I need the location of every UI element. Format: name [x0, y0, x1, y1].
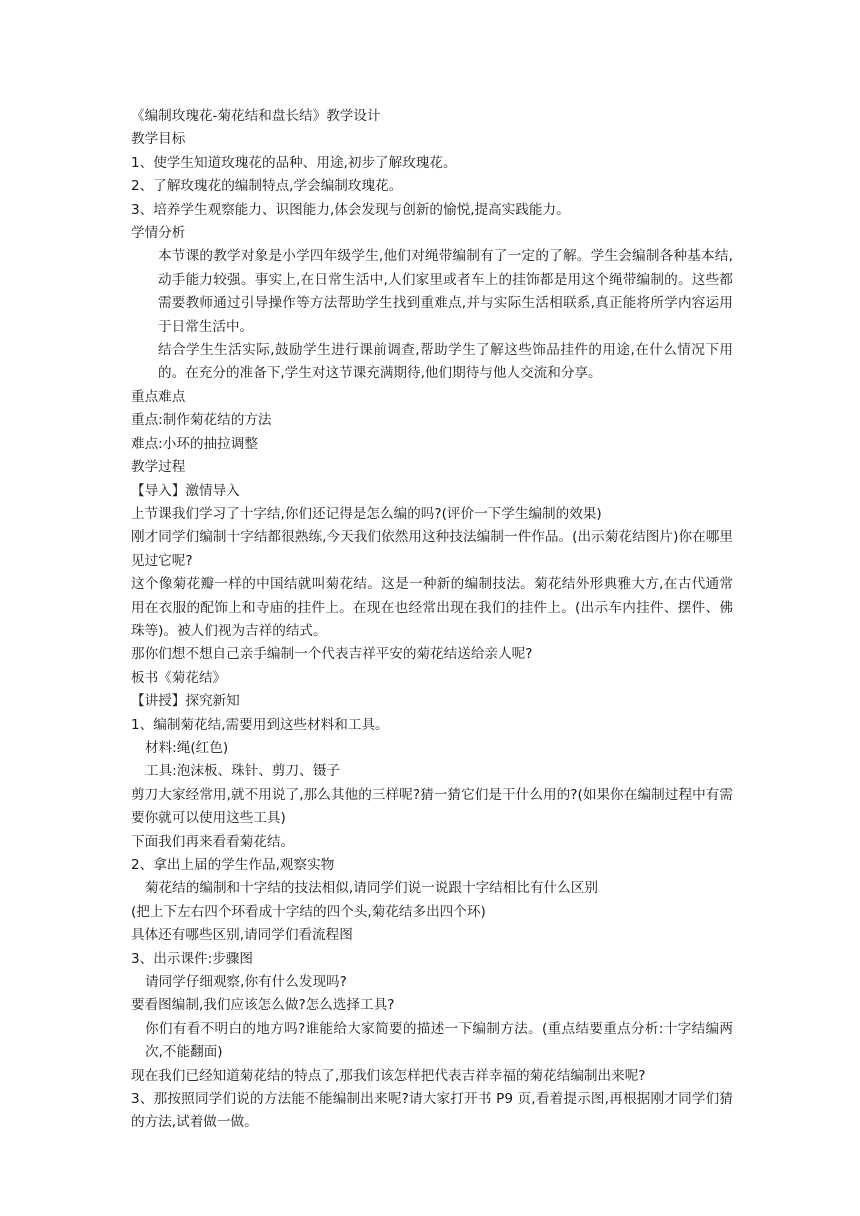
- paragraph: 2、拿出上届的学生作品,观察实物: [131, 857, 335, 873]
- materials-line: 材料:绳(红色): [145, 739, 229, 756]
- paragraph: 下面我们再来看看菊花结。: [131, 833, 295, 850]
- paragraph: 那你们想不想自己亲手编制一个代表吉祥平安的菊花结送给亲人呢?: [131, 646, 533, 663]
- subsection-heading-intro: 【导入】激情导入: [131, 482, 240, 499]
- paragraph: 上节课我们学习了十字结,你们还记得是怎么编的吗?(评价一下学生编制的效果): [131, 505, 602, 522]
- paragraph: 1、编制菊花结,需要用到这些材料和工具。: [131, 716, 389, 733]
- difficult-point: 难点:小环的抽拉调整: [131, 435, 258, 452]
- paragraph: 3、那按照同学们说的方法能不能编制出来呢?请大家打开书 P9 页,看着提示图,再根据刚才同学们猜的方法,试着做一做。: [131, 1091, 733, 1131]
- paragraph: 3、出示课件:步骤图: [131, 950, 253, 967]
- subsection-heading-teach: 【讲授】探究新知: [131, 693, 240, 710]
- goal-item: 3、培养学生观察能力、识图能力,体会发现与创新的愉悦,提高实践能力。: [131, 201, 570, 218]
- analysis-paragraph: 本节课的教学对象是小学四年级学生,他们对绳带编制有了一定的了解。学生会编制各种基本结,动手能力较强。事实上,在日常生活中,人们家里或者车上的挂饰都是用这个绳带编制的。这些都需要教师通过引导操作等方法帮助学生找到重难点,并与实际生活相联系,真正能将所学内容运用于日常生活中。: [158, 248, 733, 335]
- key-point: 重点:制作菊花结的方法: [131, 412, 272, 429]
- tools-line: 工具:泡沫板、珠针、剪刀、镊子: [145, 763, 340, 780]
- section-heading-goals: 教学目标: [131, 131, 186, 148]
- analysis-paragraph: 结合学生生活实际,鼓励学生进行课前调查,帮助学生了解这些饰品挂件的用途,在什么情况下用的。在充分的准备下,学生对这节课充满期待,他们期待与他人交流和分享。: [158, 342, 733, 382]
- paragraph: 要看图编制,我们应该怎么做?怎么选择工具?: [131, 997, 395, 1014]
- section-heading-process: 教学过程: [131, 459, 186, 476]
- paragraph: 具体还有哪些区别,请同学们看流程图: [131, 927, 353, 944]
- document-title: 《编制玫瑰花-菊花结和盘长结》教学设计: [131, 108, 381, 124]
- board-note: 板书《菊花结》: [131, 669, 227, 686]
- paragraph: 刚才同学们编制十字结都很熟练,今天我们依然用这种技法编制一件作品。(出示菊花结图片)你在哪里见过它呢?: [131, 529, 733, 569]
- paragraph: (把上下左右四个环看成十字结的四个头,菊花结多出四个环): [131, 903, 486, 920]
- paragraph: 请同学仔细观察,你有什么发现吗?: [145, 974, 347, 991]
- paragraph: 剪刀大家经常用,就不用说了,那么其他的三样呢?猜一猜它们是干什么用的?(如果你在编制过程中有需要你就可以使用这些工具): [131, 786, 733, 827]
- paragraph: 你们有看不明白的地方吗?谁能给大家简要的描述一下编制方法。(重点结要重点分析:十字结编两次,不能翻面): [145, 1020, 733, 1061]
- document-page: [131, 105, 733, 1135]
- paragraph: 这个像菊花瓣一样的中国结就叫菊花结。这是一种新的编制技法。菊花结外形典雅大方,在古代通常用在衣服的配饰上和寺庙的挂件上。在现在也经常出现在我们的挂件上。(出示车内挂件、摆件、佛珠等)。被人们视为吉祥的结式。: [131, 576, 733, 639]
- section-heading-keypoints: 重点难点: [131, 388, 186, 405]
- goal-item: 2、了解玫瑰花的编制特点,学会编制玫瑰花。: [131, 178, 403, 195]
- section-heading-analysis: 学情分析: [131, 225, 186, 242]
- paragraph: 菊花结的编制和十字结的技法相似,请同学们说一说跟十字结相比有什么区别: [145, 880, 598, 897]
- paragraph: 现在我们已经知道菊花结的特点了,那我们该怎样把代表吉祥幸福的菊花结编制出来呢?: [131, 1067, 646, 1084]
- goal-item: 1、使学生知道玫瑰花的品种、用途,初步了解玫瑰花。: [131, 154, 457, 171]
